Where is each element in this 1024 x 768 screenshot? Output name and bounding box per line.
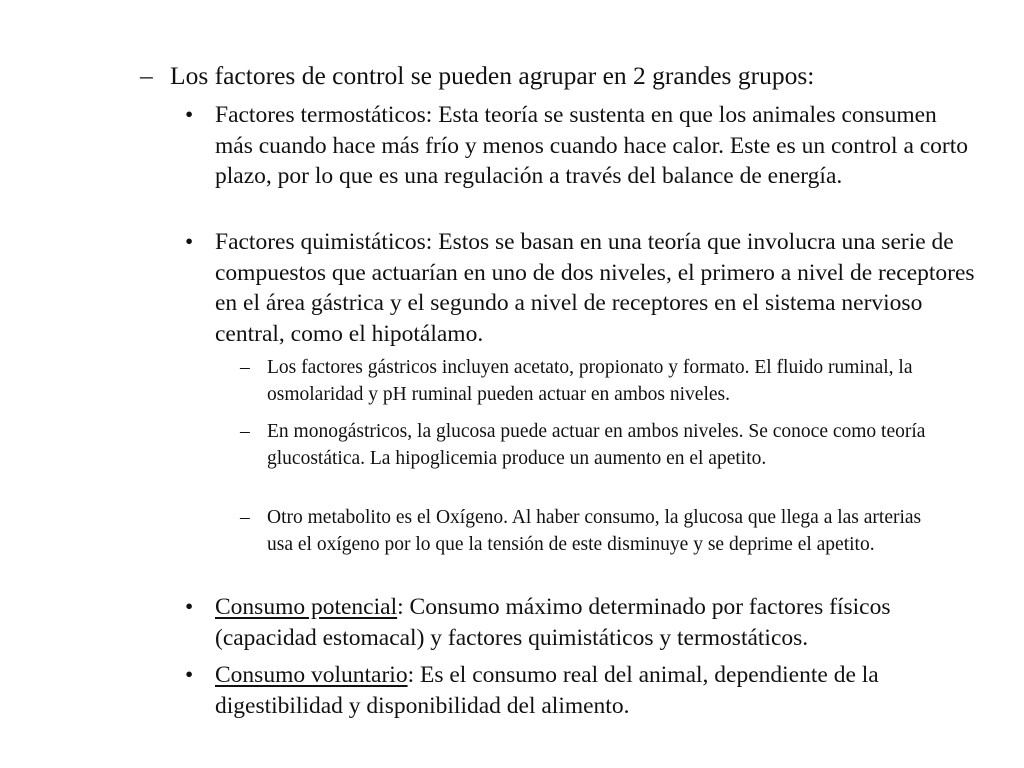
dash-marker: – [240,421,250,442]
sub-item [240,418,950,472]
bullet-text-quimistaticos: Factores quimistáticos: Estos se basan en una teoría que involucra una serie de compuestos que actuarían en uno de dos niveles, el primero a nivel de receptores en el área gástrica y el segundo a nivel de receptores en el sistema nervioso central, como el hipotálamo. [215,229,975,347]
sub-item [240,504,950,558]
bullet-marker: • [185,102,194,128]
sub-item-text: En monogástricos, la glucosa puede actuar en ambos niveles. Se conoce como teoría glucostática. La hipoglicemia produce un aumento en el apetito. [267,421,926,469]
term-consumo-potencial: Consumo potencial [215,594,398,620]
bullet-marker: • [185,594,194,620]
bullet-item [185,100,975,192]
definition-text: : Consumo máximo determinado por factores físicos (capacidad estomacal) y factores quimistáticos y termostáticos. [215,594,891,651]
bullet-text-consumo-potencial [215,592,975,653]
dash-marker: – [140,61,153,90]
bullet-item [185,660,975,721]
definition-text: : Es el consumo real del animal, dependiente de la digestibilidad y disponibilidad del alimento. [215,662,879,719]
term-consumo-voluntario: Consumo voluntario [215,662,408,688]
bullet-text-consumo-voluntario [215,660,975,721]
bullet-item [185,592,975,653]
bullet-text-termostaticos: Factores termostáticos: Esta teoría se sustenta en que los animales consumen más cuando hace más frío y menos cuando hace calor. Este es un control a corto plazo, por lo que es una regulación a través del balance de energía. [215,102,969,189]
sub-item [240,354,950,408]
sub-item-text: Los factores gástricos incluyen acetato, propionato y formato. El fluido ruminal, la osmolaridad y pH ruminal pueden actuar en ambos niveles. [267,357,913,405]
heading-item [140,60,1000,91]
bullet-marker: • [185,229,194,255]
dash-marker: – [240,507,250,528]
dash-marker: – [240,357,250,378]
heading-text: Los factores de control se pueden agrupar en 2 grandes grupos: [170,61,815,90]
sub-item-text: Otro metabolito es el Oxígeno. Al haber consumo, la glucosa que llega a las arterias usa el oxígeno por lo que la tensión de este disminuye y se deprime el apetito. [267,507,922,555]
bullet-item [185,227,975,349]
bullet-marker: • [185,662,194,688]
